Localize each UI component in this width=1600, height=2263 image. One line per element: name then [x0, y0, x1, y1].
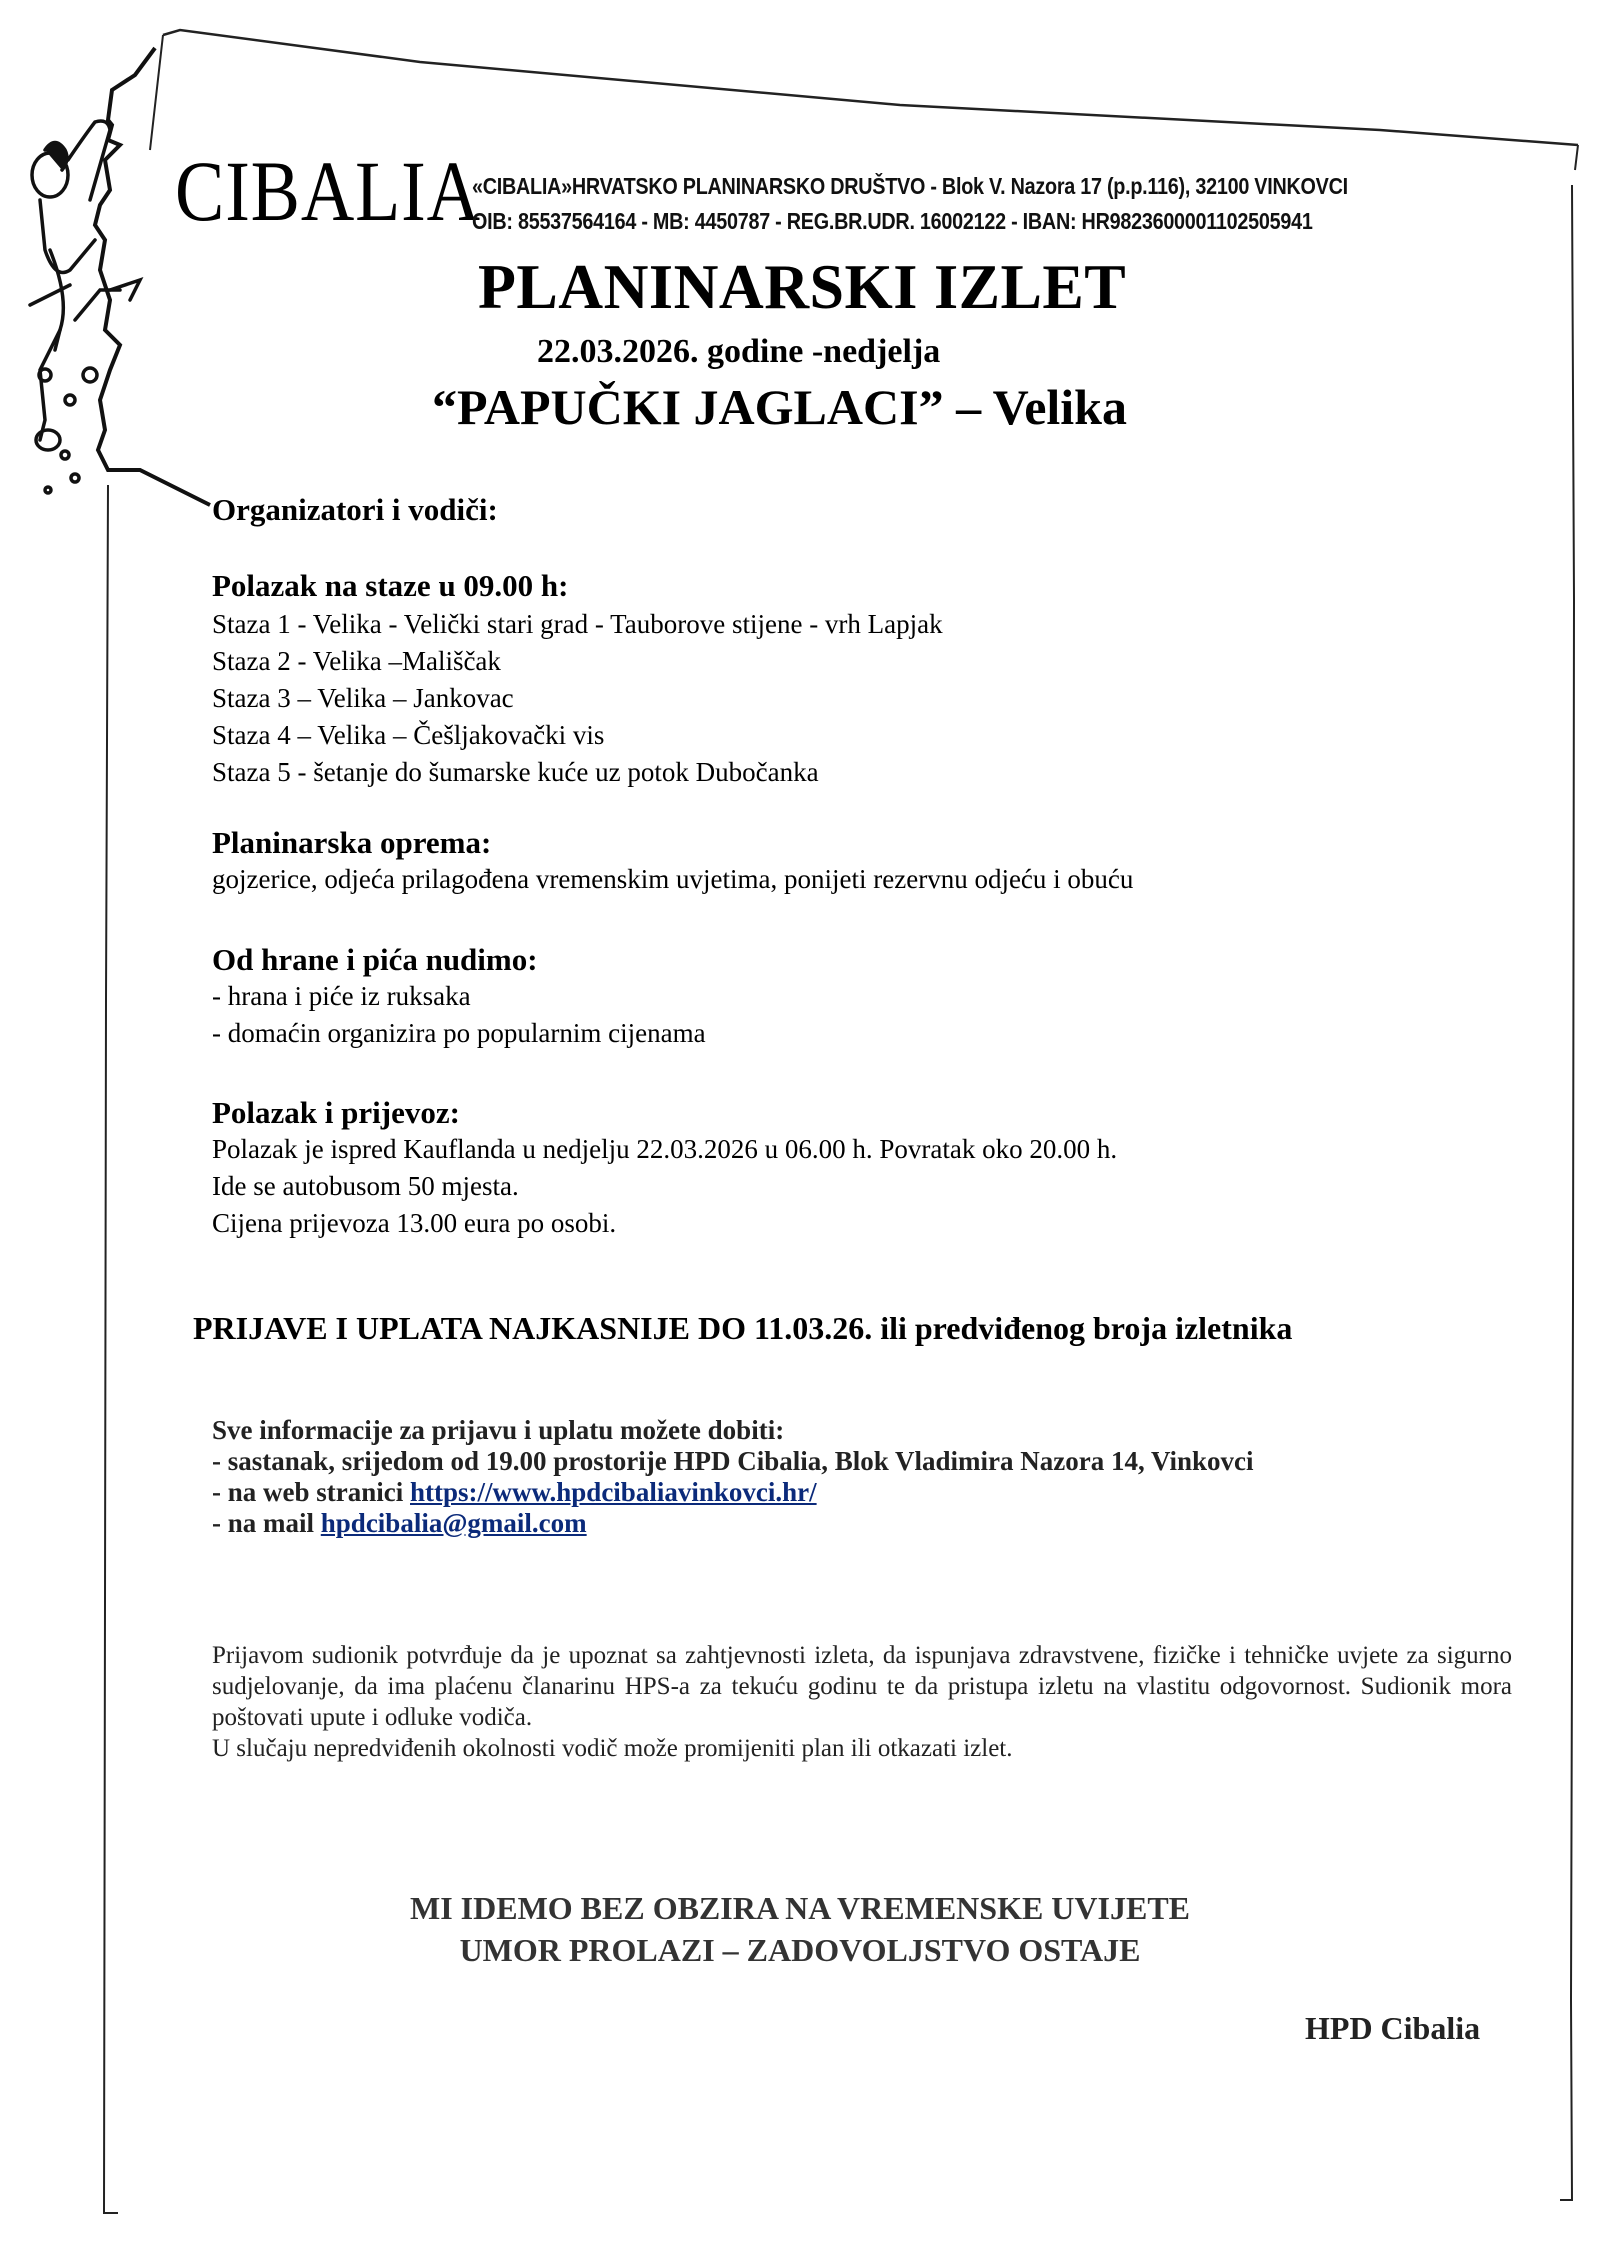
- slogan-line: MI IDEMO BEZ OBZIRA NA VREMENSKE UVIJETE: [410, 1890, 1190, 1926]
- trail-item: Staza 3 – Velika – Jankovac: [212, 683, 514, 713]
- food-item: - hrana i piće iz ruksaka: [212, 981, 471, 1011]
- info-mail: [212, 1508, 1254, 1539]
- disclaimer-paragraph: Prijavom sudionik potvrđuje da je upoznat sa zahtjevnosti izleta, da ispunjava zdravstvene, fizičke i tehničke uvjete za sigurno sudjelovanje, da ima plaćenu članarinu HPS-a za tekuću godinu te da pristupa izletu na vlastitu odgovornost. Sudionik mora poštovati upute i odluke vodiča.: [212, 1642, 1512, 1731]
- info-meeting: - sastanak, srijedom od 19.00 prostorije HPD Cibalia, Blok Vladimira Nazora 14, Vinkovci: [212, 1446, 1254, 1476]
- registration-deadline: PRIJAVE I UPLATA NAJKASNIJE DO 11.03.26. ili predviđenog broja izletnika: [193, 1310, 1293, 1346]
- rock-outline: [95, 48, 210, 505]
- transport-section: [212, 1095, 1117, 1242]
- signature: HPD Cibalia: [1305, 2010, 1481, 2046]
- food-list: [212, 978, 706, 1052]
- trail-item: Staza 2 - Velika –Mališčak: [212, 646, 501, 676]
- info-web-label: - na web stranici: [212, 1477, 410, 1507]
- page-title: PLANINARSKI IZLET: [478, 251, 1127, 322]
- frame-right-edge: [1560, 145, 1578, 2200]
- trail-item: Staza 4 – Velika – Češljakovački vis: [212, 720, 605, 750]
- frame-top-edge: [163, 30, 1578, 145]
- transport-line: Cijena prijevoza 13.00 eura po osobi.: [212, 1208, 617, 1238]
- transport-line: Ide se autobusom 50 mjesta.: [212, 1171, 519, 1201]
- info-heading: Sve informacije za prijavu i uplatu možete dobiti:: [212, 1415, 785, 1445]
- logo-wordmark: CIBALIA: [175, 143, 481, 239]
- transport-lines: [212, 1131, 1117, 1242]
- frame-left-edge: [104, 35, 163, 2213]
- slogan-line: UMOR PROLAZI – ZADOVOLJSTVO OSTAJE: [459, 1932, 1141, 1968]
- climber-illustration: [30, 121, 140, 493]
- event-name: “PAPUČKI JAGLACI” – Velika: [432, 379, 1127, 435]
- disclaimer: [212, 1640, 1512, 1764]
- equipment-heading: Planinarska oprema:: [212, 825, 492, 860]
- info-section: [212, 1415, 1254, 1539]
- trail-item: Staza 5 - šetanje do šumarske kuće uz potok Dubočanka: [212, 757, 819, 787]
- event-date: 22.03.2026. godine -nedjelja: [537, 333, 941, 370]
- food-heading: Od hrane i pića nudimo:: [212, 942, 538, 977]
- trail-list: [212, 606, 943, 791]
- transport-line: Polazak je ispred Kauflanda u nedjelju 22.03.2026 u 06.00 h. Povratak oko 20.00 h.: [212, 1134, 1118, 1164]
- equipment-text: gojzerice, odjeća prilagođena vremenskim uvjetima, ponijeti rezervnu odjeću i obuću: [212, 864, 1134, 894]
- organizers-heading: Organizatori i vodiči:: [212, 492, 498, 527]
- food-item: - domaćin organizira po popularnim cijenama: [212, 1018, 706, 1048]
- info-web: [212, 1477, 1254, 1508]
- org-address-line: «CIBALIA»HRVATSKO PLANINARSKO DRUŠTVO - Blok V. Nazora 17 (p.p.116), 32100 VINKOVCI: [472, 173, 1348, 199]
- org-registration-line: OIB: 85537564164 - MB: 4450787 - REG.BR.UDR. 16002122 - IBAN: HR9823600001102505941: [472, 208, 1313, 234]
- trails-section: [212, 568, 943, 791]
- info-mail-label: - na mail: [212, 1508, 321, 1538]
- disclaimer-note: U slučaju nepredviđenih okolnosti vodič može promijeniti plan ili otkazati izlet.: [212, 1735, 1013, 1762]
- website-link[interactable]: https://www.hpdcibaliavinkovci.hr/: [410, 1477, 817, 1507]
- food-section: [212, 942, 706, 1052]
- email-link[interactable]: hpdcibalia@gmail.com: [320, 1508, 587, 1538]
- trails-heading: Polazak na staze u 09.00 h:: [212, 568, 569, 603]
- transport-heading: Polazak i prijevoz:: [212, 1095, 460, 1130]
- equipment-section: [212, 825, 1133, 898]
- trail-item: Staza 1 - Velika - Velički stari grad - Tauborove stijene - vrh Lapjak: [212, 609, 943, 639]
